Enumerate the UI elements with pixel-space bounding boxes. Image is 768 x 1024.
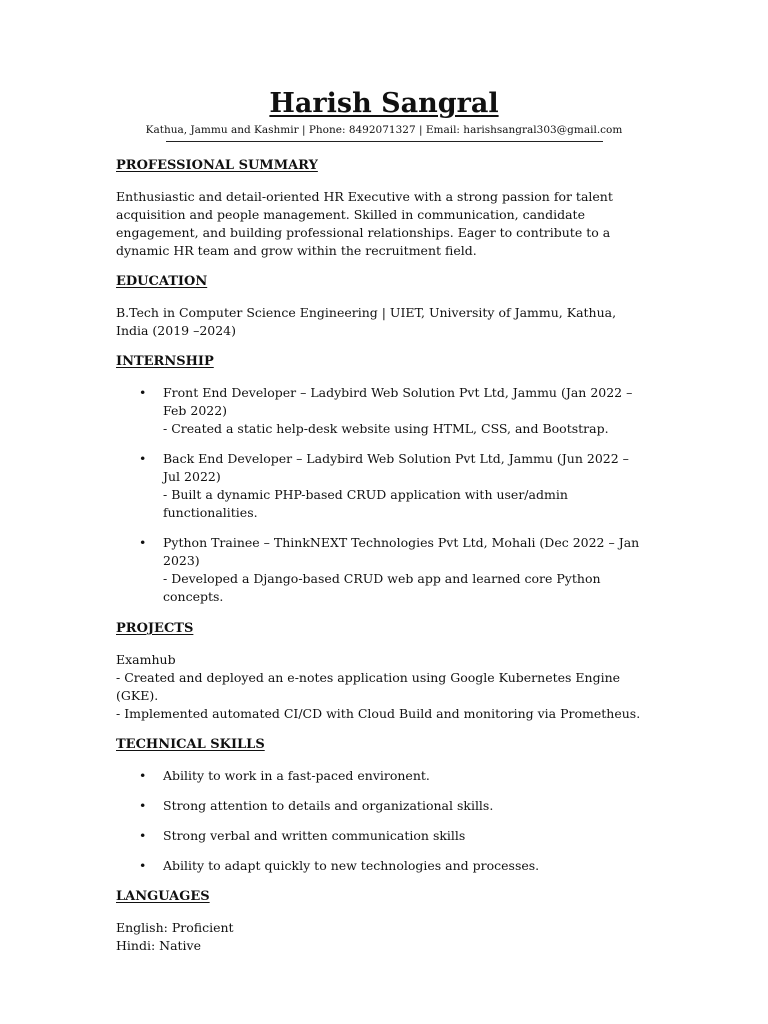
internship-heading: INTERNSHIP: [116, 354, 214, 369]
summary-heading: PROFESSIONAL SUMMARY: [116, 158, 318, 173]
contact-line: Kathua, Jammu and Kashmir | Phone: 8492071327 | Email: harishsangral303@gmail.com: [145, 124, 623, 136]
bullet-icon: •: [139, 768, 147, 783]
skill-text: Strong attention to details and organizational skills.: [163, 798, 494, 813]
projects-heading: PROJECTS: [116, 621, 194, 636]
skill-item: [116, 767, 656, 785]
education-heading: EDUCATION: [116, 274, 208, 289]
internship-role: Python Trainee – ThinkNEXT Technologies Pvt Ltd, Mohali (Dec 2022 – Jan 2023): [163, 535, 640, 568]
bullet-icon: •: [139, 798, 147, 813]
languages-block: [116, 919, 656, 955]
bullet-icon: •: [139, 385, 147, 400]
project-name: Examhub: [116, 652, 176, 667]
skill-text: Ability to work in a fast-paced environent.: [163, 768, 430, 783]
skill-text: Strong verbal and written communication skills: [163, 828, 466, 843]
skill-item: [116, 797, 656, 815]
internship-list: [116, 384, 656, 606]
header-divider: [166, 141, 603, 142]
projects-block: [116, 651, 656, 723]
language-item: Hindi: Native: [116, 938, 202, 953]
skills-heading: TECHNICAL SKILLS: [116, 737, 265, 752]
skill-item: [116, 827, 656, 845]
bullet-icon: •: [139, 535, 147, 550]
resume-page: [116, 86, 656, 955]
skills-list: [116, 767, 656, 875]
bullet-icon: •: [139, 828, 147, 843]
bullet-icon: •: [139, 858, 147, 873]
project-detail: - Created and deployed an e-notes application using Google Kubernetes Engine (GKE).: [116, 670, 621, 703]
candidate-name: Harish Sangral: [269, 88, 499, 119]
summary-text: Enthusiastic and detail-oriented HR Executive with a strong passion for talent acquisition and people management. Skilled in communication, candidate engagement, and building professional relationships. Eager to contribute to a dynamic HR team and grow within the recruitment field.: [116, 189, 613, 258]
languages-heading: LANGUAGES: [116, 889, 210, 904]
project-detail: - Implemented automated CI/CD with Cloud Build and monitoring via Prometheus.: [116, 706, 641, 721]
bullet-icon: •: [139, 451, 147, 466]
skill-item: [116, 857, 656, 875]
internship-item: [116, 384, 645, 438]
internship-item: [116, 450, 645, 522]
internship-item: [116, 534, 645, 606]
internship-role: Front End Developer – Ladybird Web Solution Pvt Ltd, Jammu (Jan 2022 – Feb 2022): [163, 385, 633, 418]
skill-text: Ability to adapt quickly to new technologies and processes.: [163, 858, 540, 873]
internship-detail: - Created a static help-desk website using HTML, CSS, and Bootstrap.: [163, 421, 609, 436]
internship-detail: - Developed a Django-based CRUD web app and learned core Python concepts.: [163, 571, 601, 604]
internship-role: Back End Developer – Ladybird Web Solution Pvt Ltd, Jammu (Jun 2022 – Jul 2022): [163, 451, 629, 484]
education-text: B.Tech in Computer Science Engineering | UIET, University of Jammu, Kathua, India (2019 –2024): [116, 305, 617, 338]
language-item: English: Proficient: [116, 920, 234, 935]
internship-detail: - Built a dynamic PHP-based CRUD application with user/admin functionalities.: [163, 487, 568, 520]
